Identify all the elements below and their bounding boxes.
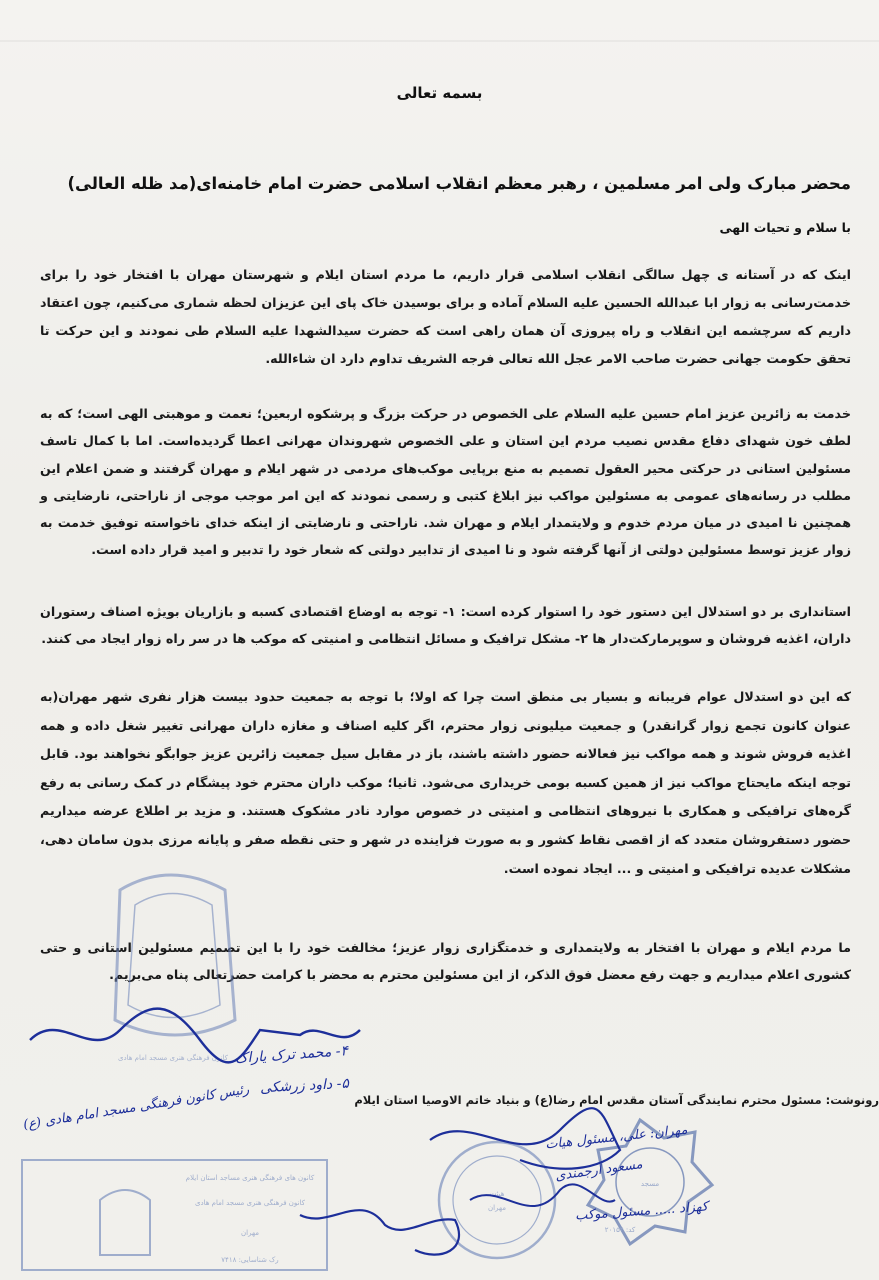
handwritten-heyat-note: مهران: علی، مسئول هیات	[544, 1122, 689, 1153]
stamp-text-city: مهران	[241, 1229, 259, 1237]
stamp-text-masjid: مسجد	[640, 1180, 660, 1188]
stamp-text-heyat: هیئت	[489, 1190, 505, 1198]
stamp-reg-number: رک شناسایی: ۷۴۱۸	[221, 1256, 279, 1264]
paper-crease	[0, 40, 879, 42]
handwritten-signer-4: ۴- محمد ترک یاراک	[234, 1043, 349, 1067]
signature-scribble-3	[300, 1210, 459, 1254]
handwritten-signer-role: رئیس کانون فرهنگی مسجد امام هادی (ع)	[22, 1082, 251, 1133]
paragraph-conclusion: ما مردم ایلام و مهران با افتخار به ولایتمداری و خدمتگزاری زوار عزیز؛ مخالفت خود را با این تصمیم مسئولین استانی و حتی کشوری اعلام میداریم و جهت رفع معضل فوق الذکر، از این مسئولین محترم به محضر با کرامت حضرتعالی پناه می‌بریم.	[40, 940, 851, 982]
carbon-copy-line: رونوشت: مسئول محترم نمایندگی آستان مقدس امام رضا(ع) و بنیاد خاتم الاوصیا استان ایلام	[354, 1093, 879, 1107]
stamp-code: کد: ۲۰۱۵۴	[604, 1226, 636, 1234]
handwritten-signer-masoud: مسعود ارجمندی	[554, 1156, 644, 1185]
addressee-line: محضر مبارک ولی امر مسلمین ، رهبر معظم انقلاب اسلامی حضرت امام خامنه‌ای(مد ظله العالی)	[67, 174, 851, 193]
cultural-center-rect-stamp	[22, 1160, 327, 1270]
heyat-round-stamp	[439, 1142, 555, 1258]
stamp-text-centers: کانون های فرهنگی هنری مساجد استان ایلام	[185, 1174, 315, 1182]
paragraph-service: خدمت به زائرین عزیز امام حسین علیه السلام علی الخصوص در حرکت بزرگ و پرشکوه اربعین؛ نعمت و موهبتی الهی است؛ که به لطف خون شهدای دفاع مقدس نصیب مردم این استان و علی الخصوص شهروندان مهرانی اعطا گردیده‌است. اما با کمال تاسف مسئولین استانی در حرکتی محیر العقول تصمیم به منع برپایی موکب‌های مردمی در شهر ایلام و مهران گرفتند و ضمن اعلام این مطلب در رسانه‌های عمومی به مسئولین مواکب نیز ابلاغ کتبی و رسمی نمودند که این امر موجب موجی از ناراحتی، نارضایتی و همچنین نا امیدی در میان مردم خدوم و ولایتمدار ایلام و مهران شد. ناراحتی و نارضایتی از اینکه خدای ناخواسته توفیق خدمت به زوار عزیز توسط مسئولین دولتی از آنها گرفته شود و نا امیدی از تدابیر دولتی که شعار خود را تدبیر و امید قرار داده است.	[40, 406, 851, 558]
signature-scribble-4	[470, 1184, 615, 1206]
handwritten-signer-5: ۵- داود زرشکی	[259, 1075, 350, 1097]
greeting-line: با سلام و تحیات الهی	[719, 220, 851, 235]
stamp-text-mosque: کانون فرهنگی هنری مسجد امام هادی	[118, 1054, 228, 1062]
stamp-text-heyat-city: مهران	[488, 1204, 506, 1212]
bismillah-heading: بسمه تعالی	[396, 84, 483, 102]
paragraph-rebuttal: که این دو استدلال عوام فریبانه و بسیار بی منطق است چرا که اولا؛ با توجه به جمعیت حدود بیست هزار نفری شهر مهران(به عنوان کانون تجمع زوار گرانقدر) و جمعیت میلیونی زوار محترم، اگر کلیه اصناف و مغازه داران مهرانی تغییر شغل داده و همه اغذیه فروش شوند و همه مواکب نیز فعالانه حضور داشته باشند، باز در مقابل سیل جمعیت زائرین عزیز جوابگو نخواهند بود. قابل توجه اینکه مایحتاج مواکب نیز از همین کسبه بومی خریداری می‌شود. ثانیا؛ موکب داران محترم خود پیشگام در کمک رسانی به رفع گره‌های ترافیکی و همکاری با نیروهای انتظامی و امنیتی در خصوص موارد نادر مشکوک هستند. و مزید بر اطلاع عرضه میداریم حضور دستفروشان متعدد که از اقصی نقاط کشور و به صورت فزاینده در شهر و حتی نقطه صفر و پایانه مرزی بدون سامان دهی، مشکلات عدیده ترافیکی و امنیتی و ... ایجاد نموده است.	[40, 689, 851, 876]
paragraph-intro: اینک که در آستانه ی چهل سالگی انقلاب اسلامی قرار داریم، ما مردم استان ایلام و شهرستان مهران با افتخار خود را برای خدمت‌رسانی به زوار ابا عبدالله الحسین علیه السلام آماده و برای بوسیدن خاک پای این عزیزان لحظه شماری می‌کنیم، چون اعتقاد داریم که سرچشمه این انقلاب و راه پیروزی آن همان راهی است که حضرت سیدالشهدا علیه السلام طی نمودند و این حرکت تا تحقق حکومت جهانی حضرت صاحب الامر عجل الله تعالی فرجه الشریف تداوم دارد ان شاءالله.	[40, 267, 851, 366]
paragraph-reasons: استانداری بر دو استدلال این دستور خود را استوار کرده است: ۱- توجه به اوضاع اقتصادی کسبه و بازاریان بویژه اصناف رستوران داران، اغذیه فروشان و سوپرمارکت‌دار ها ۲- مشکل ترافیک و مسائل انتظامی و امنیتی که موکب ها در سر راه زوار ایجاد می کنند.	[40, 604, 851, 646]
handwritten-signer-kohzad: کهزاد ..... مسئول موکب	[574, 1199, 709, 1224]
stamp-text-center: کانون فرهنگی هنری مسجد امام هادی	[195, 1199, 305, 1207]
